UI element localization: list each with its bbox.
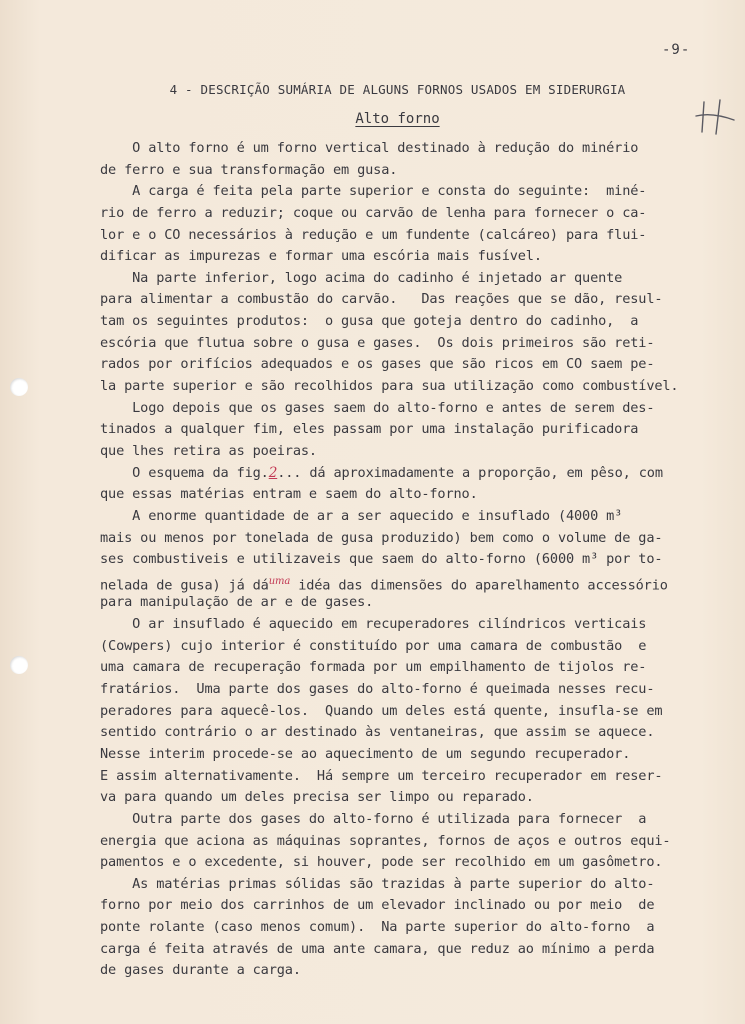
text-line: que essas matérias entram e saem do alto-forno.: [100, 486, 478, 503]
text-line: Logo depois que os gases saem do alto-forno e antes de serem des-: [100, 399, 655, 416]
text-line: lor e o CO necessários à redução e um fundente (calcáreo) para flui-: [100, 226, 647, 243]
binder-hole-bottom: [10, 656, 28, 674]
text-line: que lhes retira as poeiras.: [100, 442, 317, 459]
body-text: [100, 138, 712, 982]
text-line-start: nelada de gusa) já dá: [100, 577, 269, 594]
handwritten-insertion: uma: [268, 575, 291, 587]
page-number: -9-: [662, 42, 691, 58]
text-line: fratários. Uma parte dos gases do alto-forno é queimada nesses recu-: [100, 681, 655, 698]
text-line: de gases durante a carga.: [100, 962, 301, 979]
text-line: para manipulação de ar e de gases.: [100, 594, 374, 611]
text-line-start: O esquema da fig.: [100, 464, 269, 481]
text-line: ses combustiveis e utilizaveis que saem do alto-forno (6000 m³ por to-: [100, 551, 663, 568]
text-line: la parte superior e são recolhidos para sua utilização como combustível.: [100, 378, 679, 395]
binder-hole-top: [10, 378, 28, 396]
text-line: uma camara de recuperação formada por um empilhamento de tijolos re-: [100, 659, 647, 676]
text-line: Nesse interim procede-se ao aquecimento de um segundo recuperador.: [100, 745, 631, 762]
section-heading: 4 - DESCRIÇÃO SUMÁRIA DE ALGUNS FORNOS USADOS EM SIDERURGIA: [169, 82, 626, 97]
text-line: mais ou menos por tonelada de gusa produzido) bem como o volume de ga-: [100, 529, 663, 546]
text-line: rados por orifícios adequados e os gases que são ricos em CO saem pe-: [100, 356, 655, 373]
text-line: tinados a qualquer fim, eles passam por uma instalação purificadora: [100, 421, 639, 438]
text-line: (Cowpers) cujo interior é constituído por uma camara de combustão e: [100, 637, 647, 654]
text-line: A enorme quantidade de ar a ser aquecido e insuflado (4000 m³: [100, 507, 623, 524]
text-line: rio de ferro a reduzir; coque ou carvão de lenha para fornecer o ca-: [100, 204, 647, 221]
text-line: Outra parte dos gases do alto-forno é utilizada para fornecer a: [100, 810, 647, 827]
text-line: Na parte inferior, logo acima do cadinho é injetado ar quente: [100, 269, 623, 286]
subheading: [0, 111, 745, 127]
text-line: sentido contrário o ar destinado às ventaneiras, que assim se aquece.: [100, 724, 655, 741]
text-line: O alto forno é um forno vertical destinado à redução do minério: [100, 140, 639, 156]
text-line: energia que aciona as máquinas soprantes, fornos de aços e outros equi-: [100, 832, 671, 849]
text-line-end: ... dá aproximadamente a proporção, em pêso, com: [277, 464, 663, 481]
text-line: As matérias primas sólidas são trazidas à parte superior do alto-: [100, 875, 655, 892]
text-line: A carga é feita pela parte superior e consta do seguinte: miné-: [100, 183, 647, 200]
text-line: E assim alternativamente. Há sempre um terceiro recuperador em reser-: [100, 767, 663, 784]
text-line: escória que flutua sobre o gusa e gases. Os dois primeiros são reti-: [100, 334, 655, 351]
text-line-insertion: [100, 571, 712, 593]
text-line: para alimentar a combustão do carvão. Das reações que se dão, resul-: [100, 291, 663, 308]
text-line-figure-reference: [100, 463, 712, 485]
text-line: carga é feita através de uma ante camara, que reduz ao mínimo a perda: [100, 940, 655, 957]
text-line: dificar as impurezas e formar uma escória mais fusível.: [100, 248, 542, 265]
text-line: O ar insuflado é aquecido em recuperadores cilíndricos verticais: [100, 616, 647, 633]
subheading-text: Alto forno: [355, 111, 440, 127]
text-line: pamentos e o excedente, si houver, pode ser recolhido em um gasômetro.: [100, 854, 663, 871]
text-line: peradores para aquecê-los. Quando um deles está quente, insufla-se em: [100, 702, 663, 719]
text-line: tam os seguintes produtos: o gusa que goteja dentro do cadinho, a: [100, 313, 639, 330]
text-line: de ferro e sua transformação em gusa.: [100, 161, 398, 178]
handwritten-figure-number: 2: [268, 464, 278, 481]
text-line: ponte rolante (caso menos comum). Na parte superior do alto-forno a: [100, 919, 655, 936]
text-line: va para quando um deles precisa ser limpo ou reparado.: [100, 789, 534, 806]
text-line-end: idéa das dimensões do aparelhamento accessório: [290, 577, 668, 594]
text-line: forno por meio dos carrinhos de um elevador inclinado ou por meio de: [100, 897, 655, 914]
